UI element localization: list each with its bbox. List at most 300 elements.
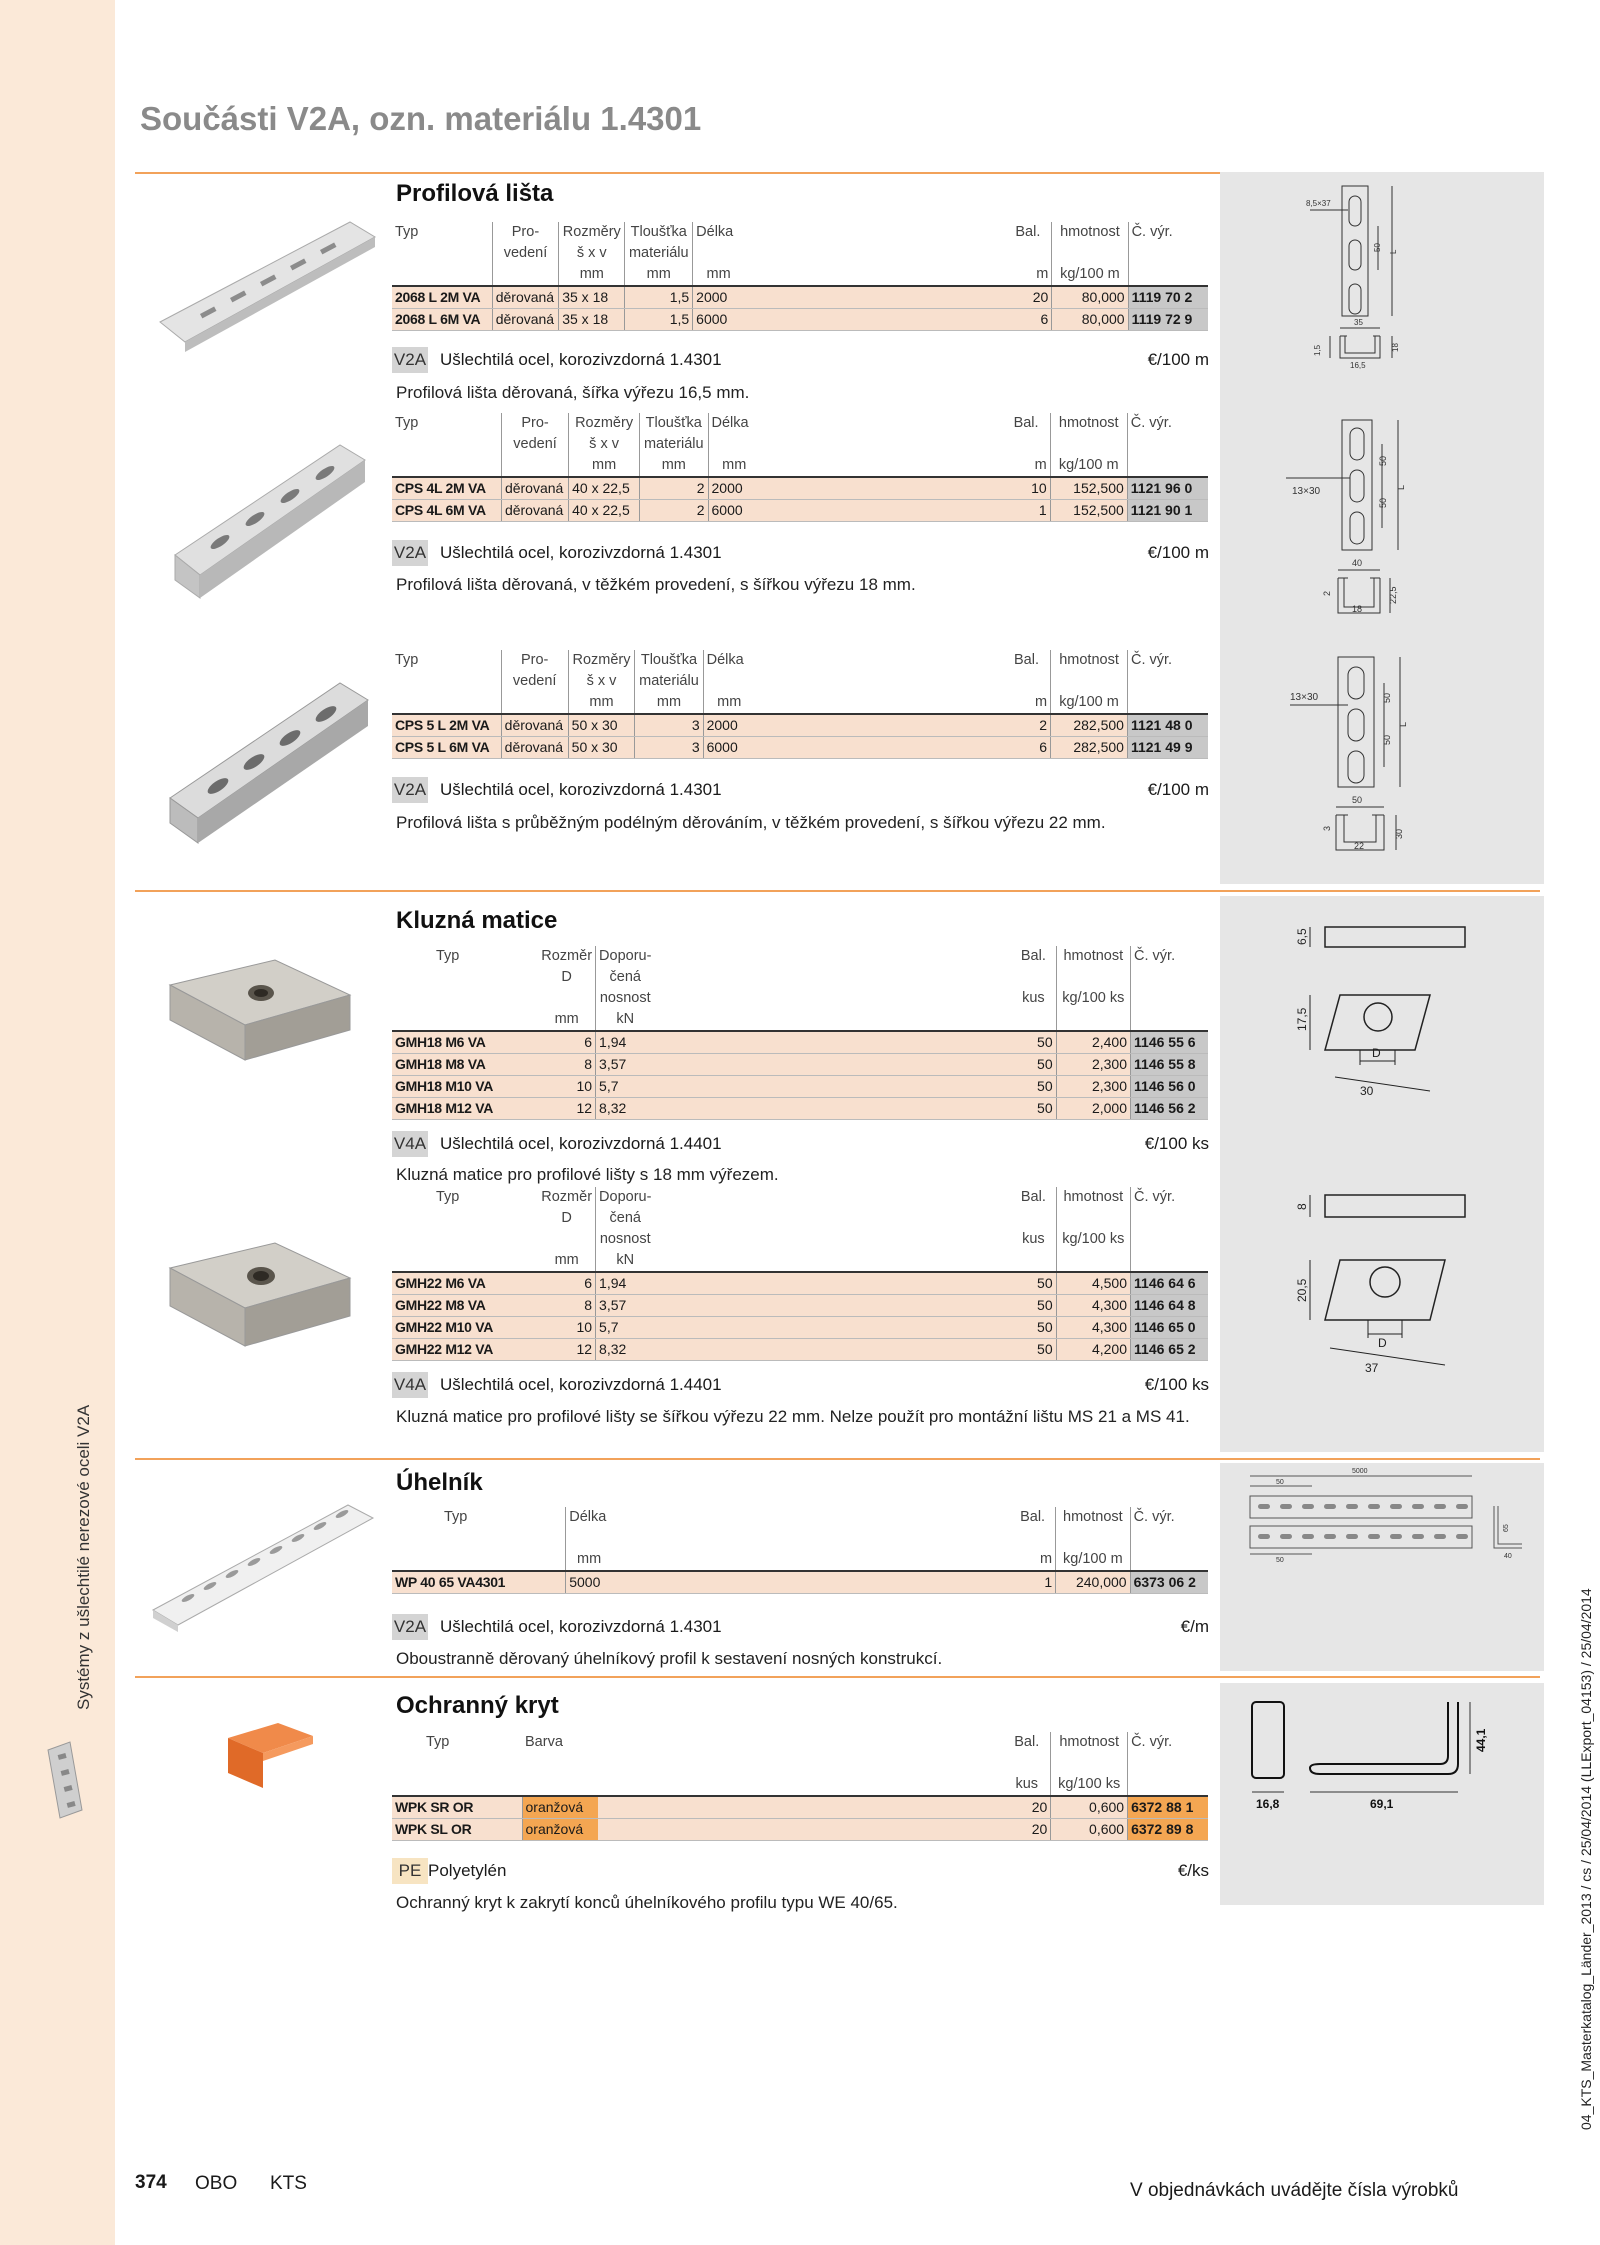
technical-drawing-slide-nut-18: [1230, 905, 1540, 1115]
table-row: [392, 1098, 1208, 1120]
unit: mm: [703, 692, 755, 714]
dim-label: 44,1: [1474, 1728, 1488, 1752]
col-hmotnost: hmotnost: [1056, 1507, 1130, 1528]
page-number: 374: [135, 2172, 167, 2193]
cell-typ: CPS 4L 2M VA: [392, 477, 501, 500]
material-code: PE: [392, 1858, 428, 1884]
material-text: Ušlechtilá ocel, korozivzdorná 1.4401: [440, 1375, 722, 1394]
cell-typ: GMH22 M8 VA: [392, 1295, 538, 1317]
table-row: [392, 1272, 1208, 1295]
cell-cislo-vyrobku: 1146 56 0: [1131, 1076, 1208, 1098]
dim-label: 50: [1382, 734, 1392, 745]
cell-hmotnost: 0,600: [1051, 1819, 1128, 1841]
material-text: Polyetylén: [428, 1861, 507, 1880]
dim-label: 13×30: [1292, 486, 1321, 497]
cell-barva: oranžová: [522, 1819, 598, 1841]
cell-bal: 50: [1011, 1295, 1056, 1317]
col-cislo-vyrobku: Č. výr.: [1130, 1507, 1208, 1528]
cell-hmotnost: 2,400: [1056, 1031, 1130, 1054]
col-cislo-vyrobku: Č. výr.: [1127, 650, 1208, 671]
cell-rozmer: 10: [538, 1317, 595, 1339]
col-rozmer: Rozměr: [541, 1189, 593, 1205]
col-hmotnost: hmotnost: [1056, 946, 1130, 967]
col-rozmery: Rozměry: [569, 413, 640, 434]
col-typ: Typ: [436, 948, 460, 964]
product-photo-slide-nut-18: [165, 955, 355, 1065]
col-cislo-vyrobku: Č. výr.: [1128, 1732, 1208, 1753]
table-row: [392, 1031, 1208, 1054]
cell-tloustka: 2: [640, 477, 708, 500]
dim-label: 30: [1360, 1084, 1374, 1098]
table-row: [392, 1054, 1208, 1076]
footer-product-group: KTS: [270, 2173, 307, 2194]
page-title: Součásti V2A, ozn. materiálu 1.4301: [140, 100, 702, 137]
cell-bal: 20: [1003, 1796, 1051, 1819]
col-provedeni-2: vedení: [492, 243, 559, 264]
material-line: [392, 540, 1209, 566]
cell-tloustka: 3: [635, 714, 703, 737]
col-bal: Bal.: [1020, 1189, 1046, 1205]
unit: m: [1002, 455, 1050, 477]
cell-rozmery: 50 x 30: [568, 714, 635, 737]
cell-bal: 50: [1011, 1317, 1056, 1339]
cell-hmotnost: 0,600: [1051, 1796, 1128, 1819]
cell-tloustka: 2: [640, 500, 708, 522]
catalog-export-label: 04_KTS_Masterkatalog_Länder_2013 / cs / 25/04/2014 (LLExport_04153) / 25/04/2014: [1578, 1588, 1594, 2130]
dim-label: 8,5×37: [1306, 199, 1331, 208]
cell-bal: 2: [1003, 714, 1051, 737]
material-line: [392, 1372, 1209, 1398]
col-rozmery: Rozměry: [568, 650, 635, 671]
col-typ: Typ: [395, 224, 419, 240]
unit: kg/100 m: [1051, 692, 1128, 714]
cell-typ: WP 40 65 VA4301: [392, 1571, 566, 1594]
col-provedeni-2: vedení: [501, 434, 568, 455]
dim-label: 5000: [1352, 1468, 1368, 1475]
unit: mm: [569, 455, 640, 477]
col-hmotnost: hmotnost: [1056, 1187, 1130, 1208]
cell-cislo-vyrobku: 6372 89 8: [1128, 1819, 1208, 1841]
col-barva: Barva: [525, 1734, 563, 1750]
cell-cislo-vyrobku: 1121 48 0: [1127, 714, 1208, 737]
col-doporucena: Doporu-: [596, 946, 655, 967]
product-photo-angle-profile: [148, 1500, 380, 1632]
section-rule: [135, 890, 1540, 892]
dim-label: 22: [1354, 841, 1365, 851]
dim-label: 8: [1295, 1203, 1309, 1210]
section-title-profil: Profilová lišta: [396, 180, 554, 207]
cell-hmotnost: 4,200: [1056, 1339, 1130, 1361]
cell-rozmery: 35 x 18: [559, 309, 625, 331]
cell-tloustka: 3: [635, 737, 703, 759]
col-typ: Typ: [395, 415, 419, 431]
cell-rozmer: 6: [538, 1272, 595, 1295]
cell-typ: GMH18 M8 VA: [392, 1054, 538, 1076]
table-row: [392, 714, 1208, 737]
technical-drawing-rail-2: [1230, 418, 1540, 628]
cell-provedeni: děrovaná: [501, 714, 568, 737]
cell-typ: GMH18 M6 VA: [392, 1031, 538, 1054]
table-row: [392, 1295, 1208, 1317]
table-row: [392, 477, 1208, 500]
table-row: [392, 309, 1208, 331]
technical-drawing-protective-cap: [1230, 1692, 1540, 1822]
cell-nosnost: 8,32: [596, 1098, 655, 1120]
cell-bal: 10: [1002, 477, 1050, 500]
cell-delka: 6000: [708, 500, 760, 522]
section-rule: [135, 1458, 1540, 1460]
cell-rozmer: 12: [538, 1339, 595, 1361]
col-rozmer-2: D: [561, 969, 572, 985]
cell-nosnost: 1,94: [596, 1272, 655, 1295]
material-text: Ušlechtilá ocel, korozivzdorná 1.4401: [440, 1134, 722, 1153]
dim-label: 1,5: [1313, 344, 1322, 356]
cell-hmotnost: 152,500: [1050, 477, 1127, 500]
dim-label: D: [1378, 1336, 1387, 1350]
cell-bal: 50: [1011, 1339, 1056, 1361]
cell-delka: 6000: [703, 737, 755, 759]
unit: kg/100 m: [1050, 455, 1127, 477]
unit: mm: [538, 1009, 595, 1031]
cell-rozmery: 40 x 22,5: [569, 500, 640, 522]
unit: mm: [568, 692, 635, 714]
section-title-uhelnik: Úhelník: [396, 1469, 483, 1496]
col-typ: Typ: [395, 652, 419, 668]
table-row: [392, 1819, 1208, 1841]
cell-hmotnost: 4,300: [1056, 1295, 1130, 1317]
cell-bal: 6: [1003, 737, 1051, 759]
dim-label: 16,5: [1350, 361, 1366, 370]
dim-label: 50: [1378, 497, 1388, 508]
cell-typ: GMH22 M10 VA: [392, 1317, 538, 1339]
dim-label: 50: [1382, 692, 1392, 703]
dim-label: 50: [1352, 795, 1363, 805]
spec-table-profil-1: [392, 222, 1208, 331]
col-typ: Typ: [426, 1734, 450, 1750]
spec-table-matice-2: [392, 1187, 1208, 1361]
cell-bal: 50: [1011, 1031, 1056, 1054]
price-unit: €/100 ks: [1144, 1375, 1209, 1394]
price-unit: €/100 m: [1147, 350, 1209, 369]
product-description: Profilová lišta děrovaná, v těžkém provedení, s šířkou výřezu 18 mm.: [396, 575, 916, 594]
cell-rozmery: 35 x 18: [559, 286, 625, 309]
cell-bal: 50: [1011, 1054, 1056, 1076]
dim-label: 40: [1352, 558, 1363, 568]
cell-rozmer: 6: [538, 1031, 595, 1054]
dim-label: 17,5: [1295, 1007, 1309, 1031]
cell-nosnost: 3,57: [596, 1295, 655, 1317]
cell-bal: 50: [1011, 1272, 1056, 1295]
col-typ: Typ: [444, 1509, 468, 1525]
dim-label: 2: [1322, 590, 1332, 596]
material-text: Ušlechtilá ocel, korozivzdorná 1.4301: [440, 350, 722, 369]
cell-cislo-vyrobku: 1146 55 6: [1131, 1031, 1208, 1054]
cell-typ: CPS 5 L 2M VA: [392, 714, 501, 737]
cell-rozmery: 50 x 30: [568, 737, 635, 759]
cell-typ: WPK SL OR: [392, 1819, 522, 1841]
cell-cislo-vyrobku: 1146 64 6: [1131, 1272, 1208, 1295]
table-row: [392, 1339, 1208, 1361]
cell-cislo-vyrobku: 1119 70 2: [1128, 286, 1208, 309]
cell-rozmer: 8: [538, 1295, 595, 1317]
table-row: [392, 1571, 1208, 1594]
table-row: [392, 286, 1208, 309]
cell-nosnost: 8,32: [596, 1339, 655, 1361]
cell-bal: 20: [1003, 1819, 1051, 1841]
product-description: Kluzná matice pro profilové lišty se šířkou výřezu 22 mm. Nelze použít pro montážní lištu MS 21 a MS 41.: [396, 1407, 1190, 1426]
cell-cislo-vyrobku: 6372 88 1: [1128, 1796, 1208, 1819]
footer-note: V objednávkách uvádějte čísla výrobků: [1130, 2180, 1459, 2201]
table-row: [392, 1076, 1208, 1098]
material-line: [392, 777, 1209, 803]
cell-provedeni: děrovaná: [501, 737, 568, 759]
cell-nosnost: 5,7: [596, 1317, 655, 1339]
col-provedeni: Pro-: [492, 222, 559, 243]
product-description: Kluzná matice pro profilové lišty s 18 mm výřezem.: [396, 1165, 779, 1184]
cell-hmotnost: 80,000: [1052, 286, 1128, 309]
product-description: Profilová lišta děrovaná, šířka výřezu 16,5 mm.: [396, 383, 750, 402]
cell-rozmer: 10: [538, 1076, 595, 1098]
dim-label: 50: [1373, 243, 1382, 252]
dim-label: 20,5: [1295, 1278, 1309, 1302]
col-provedeni: Pro-: [501, 413, 568, 434]
cell-typ: CPS 5 L 6M VA: [392, 737, 501, 759]
material-text: Ušlechtilá ocel, korozivzdorná 1.4301: [440, 1617, 722, 1636]
material-code: V2A: [392, 347, 428, 373]
col-rozmery-2: š x v: [569, 434, 640, 455]
section-title-kryt: Ochranný kryt: [396, 1692, 559, 1719]
price-unit: €/m: [1180, 1617, 1209, 1636]
technical-drawing-angle-profile: [1222, 1466, 1542, 1616]
material-code: V2A: [392, 540, 428, 566]
cell-typ: GMH22 M12 VA: [392, 1339, 538, 1361]
dim-label: 3: [1322, 825, 1332, 831]
table-row: [392, 1317, 1208, 1339]
col-rozmer-2: D: [561, 1210, 572, 1226]
material-code: V4A: [392, 1372, 428, 1398]
material-text: Ušlechtilá ocel, korozivzdorná 1.4301: [440, 543, 722, 562]
cell-cislo-vyrobku: 1121 90 1: [1127, 500, 1208, 522]
unit: kg/100 ks: [1051, 1774, 1128, 1796]
col-cislo-vyrobku: Č. výr.: [1131, 1187, 1208, 1208]
cell-rozmer: 8: [538, 1054, 595, 1076]
cell-provedeni: děrovaná: [492, 309, 559, 331]
cell-typ: GMH22 M6 VA: [392, 1272, 538, 1295]
col-cislo-vyrobku: Č. výr.: [1128, 222, 1208, 243]
dim-label: 65: [1503, 1524, 1510, 1532]
cell-bal: 50: [1011, 1076, 1056, 1098]
cell-bal: 50: [1011, 1098, 1056, 1120]
side-band: [0, 0, 115, 2245]
footer-brand: OBO: [195, 2173, 238, 2194]
unit: mm: [566, 1549, 612, 1571]
section-title-matice: Kluzná matice: [396, 907, 558, 934]
col-rozmery: Rozměry: [559, 222, 625, 243]
unit: kus: [1022, 1231, 1045, 1247]
col-hmotnost: hmotnost: [1050, 413, 1127, 434]
cell-provedeni: děrovaná: [501, 477, 568, 500]
dim-label: 22,5: [1388, 586, 1398, 604]
product-photo-rail-medium: [150, 430, 380, 605]
col-doporucena-3: nosnost: [596, 1229, 655, 1250]
col-hmotnost: hmotnost: [1051, 1732, 1128, 1753]
dim-label: 18: [1391, 343, 1400, 352]
col-doporucena-2: čená: [596, 1208, 655, 1229]
technical-drawing-rail-3: [1230, 655, 1540, 870]
side-chapter-label: Systémy z ušlechtilé nerezové oceli V2A: [74, 1404, 93, 1710]
col-tloustka-2: materiálu: [625, 243, 693, 264]
col-doporucena-3: nosnost: [596, 988, 655, 1009]
col-tloustka: Tloušťka: [640, 413, 708, 434]
price-unit: €/ks: [1177, 1861, 1209, 1880]
dim-label: L: [1389, 249, 1398, 254]
cell-cislo-vyrobku: 1121 49 9: [1127, 737, 1208, 759]
col-typ: Typ: [436, 1189, 460, 1205]
cell-nosnost: 5,7: [596, 1076, 655, 1098]
cell-barva: oranžová: [522, 1796, 598, 1819]
cell-provedeni: děrovaná: [501, 500, 568, 522]
cell-typ: CPS 4L 6M VA: [392, 500, 501, 522]
col-bal: Bal.: [1020, 1509, 1046, 1525]
dim-label: 50: [1378, 455, 1388, 466]
unit: mm: [559, 264, 625, 286]
unit: mm: [538, 1250, 595, 1272]
cell-bal: 20: [1004, 286, 1051, 309]
cell-cislo-vyrobku: 1146 64 8: [1131, 1295, 1208, 1317]
material-line: [392, 1614, 1209, 1640]
unit: kN: [596, 1250, 655, 1272]
dim-label: 18: [1352, 604, 1363, 614]
cell-hmotnost: 2,300: [1056, 1054, 1130, 1076]
cell-typ: WPK SR OR: [392, 1796, 522, 1819]
spec-table-profil-3: [392, 650, 1208, 759]
col-provedeni: Pro-: [501, 650, 568, 671]
cell-hmotnost: 240,000: [1056, 1571, 1130, 1594]
cell-cislo-vyrobku: 1146 56 2: [1131, 1098, 1208, 1120]
cell-cislo-vyrobku: 1121 96 0: [1127, 477, 1208, 500]
col-delka: Délka: [703, 650, 755, 671]
col-rozmer: Rozměr: [541, 948, 593, 964]
unit: kus: [1003, 1774, 1051, 1796]
material-code: V2A: [392, 777, 428, 803]
cell-hmotnost: 2,300: [1056, 1076, 1130, 1098]
unit: mm: [635, 692, 703, 714]
table-row: [392, 500, 1208, 522]
spec-table-kryt: [392, 1732, 1208, 1841]
price-unit: €/100 ks: [1144, 1134, 1209, 1153]
dim-label: 69,1: [1370, 1797, 1394, 1811]
col-provedeni-2: vedení: [501, 671, 568, 692]
spec-table-uhelnik: [392, 1507, 1208, 1594]
unit: kg/100 m: [1056, 1549, 1130, 1571]
section-rule: [135, 1676, 1540, 1678]
col-cislo-vyrobku: Č. výr.: [1127, 413, 1208, 434]
cell-nosnost: 3,57: [596, 1054, 655, 1076]
dim-label: L: [1396, 484, 1406, 490]
technical-drawing-rail-1: [1230, 178, 1540, 393]
col-bal: Bal.: [1015, 224, 1041, 240]
cell-bal: 1: [1010, 1571, 1056, 1594]
cell-delka: 2000: [708, 477, 760, 500]
product-photo-protective-cap: [218, 1718, 328, 1798]
col-delka: Délka: [566, 1507, 612, 1528]
unit: kus: [1022, 990, 1045, 1006]
material-code: V2A: [392, 1614, 428, 1640]
cell-hmotnost: 80,000: [1052, 309, 1128, 331]
col-hmotnost: hmotnost: [1052, 222, 1128, 243]
spec-table-profil-2: [392, 413, 1208, 522]
unit: mm: [640, 455, 708, 477]
price-unit: €/100 m: [1147, 780, 1209, 799]
cell-tloustka: 1,5: [625, 286, 693, 309]
unit: kg/100 m: [1052, 264, 1128, 286]
cell-cislo-vyrobku: 1119 72 9: [1128, 309, 1208, 331]
cell-hmotnost: 282,500: [1051, 737, 1128, 759]
col-delka: Délka: [708, 413, 760, 434]
material-line: [392, 1131, 1209, 1157]
col-bal: Bal.: [1014, 1734, 1040, 1750]
cell-typ: GMH18 M12 VA: [392, 1098, 538, 1120]
material-line: [392, 347, 1209, 373]
col-doporucena: Doporu-: [596, 1187, 655, 1208]
cell-cislo-vyrobku: 1146 55 8: [1131, 1054, 1208, 1076]
cell-cislo-vyrobku: 6373 06 2: [1130, 1571, 1208, 1594]
col-bal: Bal.: [1013, 415, 1039, 431]
dim-label: 50: [1276, 1557, 1284, 1564]
cell-delka: 6000: [693, 309, 744, 331]
cell-bal: 6: [1004, 309, 1051, 331]
technical-drawing-slide-nut-22: [1230, 1180, 1540, 1400]
table-row: [392, 1796, 1208, 1819]
side-thumbnail-icon: [40, 1740, 90, 1820]
cell-cislo-vyrobku: 1146 65 2: [1131, 1339, 1208, 1361]
dim-label: 40: [1504, 1553, 1512, 1560]
col-tloustka-2: materiálu: [635, 671, 703, 692]
dim-label: 30: [1394, 828, 1404, 839]
col-rozmery-2: š x v: [568, 671, 635, 692]
dim-label: 37: [1365, 1361, 1379, 1375]
cell-typ: GMH18 M10 VA: [392, 1076, 538, 1098]
product-photo-slide-nut-22: [165, 1238, 355, 1350]
cell-hmotnost: 4,300: [1056, 1317, 1130, 1339]
cell-hmotnost: 152,500: [1050, 500, 1127, 522]
unit: m: [1010, 1549, 1056, 1571]
product-description: Profilová lišta s průběžným podélným děrováním, v těžkém provedení, s šířkou výřezu 22 mm.: [396, 813, 1106, 832]
cell-delka: 2000: [703, 714, 755, 737]
col-doporucena-2: čená: [596, 967, 655, 988]
cell-delka: 5000: [566, 1571, 612, 1594]
dim-label: 6,5: [1295, 928, 1309, 945]
cell-rozmery: 40 x 22,5: [569, 477, 640, 500]
dim-label: L: [1398, 721, 1408, 727]
unit: mm: [625, 264, 693, 286]
col-hmotnost: hmotnost: [1051, 650, 1128, 671]
cell-hmotnost: 2,000: [1056, 1098, 1130, 1120]
col-tloustka: Tloušťka: [635, 650, 703, 671]
col-tloustka-2: materiálu: [640, 434, 708, 455]
unit: kg/100 ks: [1056, 1229, 1130, 1250]
table-row: [392, 737, 1208, 759]
col-bal: Bal.: [1014, 652, 1040, 668]
material-text: Ušlechtilá ocel, korozivzdorná 1.4301: [440, 780, 722, 799]
cell-nosnost: 1,94: [596, 1031, 655, 1054]
cell-cislo-vyrobku: 1146 65 0: [1131, 1317, 1208, 1339]
product-photo-rail-small: [150, 212, 380, 352]
material-line: [392, 1858, 1209, 1884]
col-tloustka: Tloušťka: [625, 222, 693, 243]
material-code: V4A: [392, 1131, 428, 1157]
cell-typ: 2068 L 2M VA: [392, 286, 492, 309]
